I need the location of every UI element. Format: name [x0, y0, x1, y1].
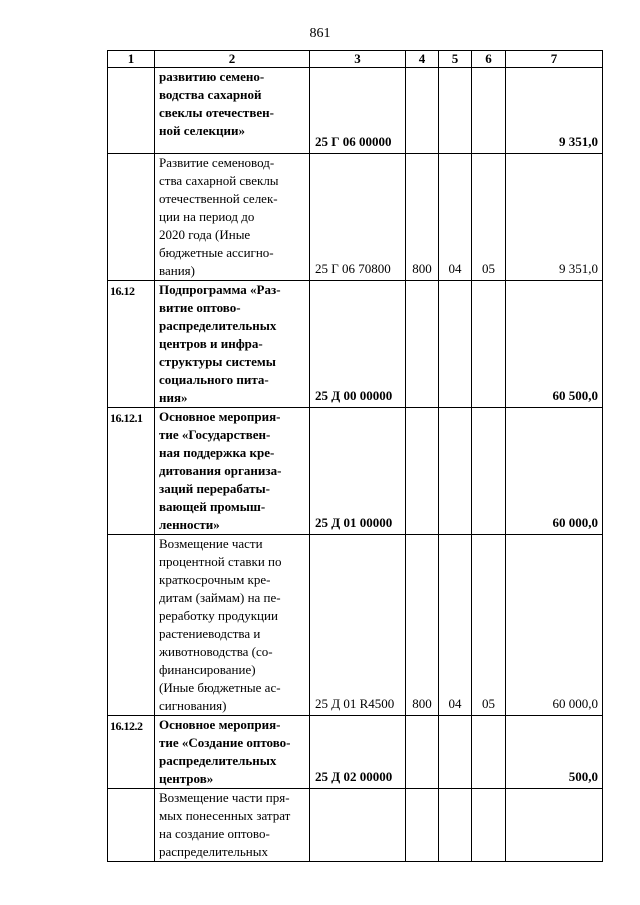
expense-type-code: 800	[406, 154, 439, 281]
description-line: ции на период до	[159, 209, 255, 224]
description-line: Развитие семеновод-	[159, 155, 275, 170]
section-code	[439, 789, 472, 862]
expense-type-code	[406, 408, 439, 535]
description-line: водства сахарной	[159, 87, 262, 102]
subsection-code	[472, 716, 506, 789]
expense-type-code	[406, 281, 439, 408]
description-line: распределительных	[159, 318, 277, 333]
subsection-code	[472, 789, 506, 862]
amount	[506, 789, 603, 862]
amount: 60 000,0	[506, 535, 603, 716]
description-line: распределительных	[159, 753, 277, 768]
row-description	[155, 789, 310, 862]
table-row	[108, 154, 603, 281]
subsection-code	[472, 281, 506, 408]
budget-code: 25 Д 00 00000	[310, 281, 406, 408]
amount: 9 351,0	[506, 68, 603, 154]
description-line: тие «Создание оптово-	[159, 735, 291, 750]
budget-code: 25 Д 01 R4500	[310, 535, 406, 716]
budget-code	[310, 789, 406, 862]
description-line: Возмещение части пря-	[159, 790, 290, 805]
budget-code: 25 Г 06 00000	[310, 68, 406, 154]
amount: 60 500,0	[506, 281, 603, 408]
description-line: сигнования)	[159, 698, 227, 713]
row-number: 16.12	[108, 281, 155, 408]
description-line: мых понесенных затрат	[159, 808, 291, 823]
description-line: Возмещение части	[159, 536, 263, 551]
description-line: 2020 года (Иные	[159, 227, 251, 242]
amount: 9 351,0	[506, 154, 603, 281]
subsection-code: 05	[472, 535, 506, 716]
column-header: 6	[472, 51, 506, 68]
row-number	[108, 68, 155, 154]
expense-type-code	[406, 716, 439, 789]
row-description	[155, 535, 310, 716]
description-line: краткосрочным кре-	[159, 572, 271, 587]
page-number: 861	[309, 26, 331, 41]
description-line: на создание оптово-	[159, 826, 270, 841]
column-header: 5	[439, 51, 472, 68]
table-row	[108, 281, 603, 408]
budget-code: 25 Д 01 00000	[310, 408, 406, 535]
table-row	[108, 789, 603, 862]
description-line: Подпрограмма «Раз-	[159, 282, 281, 297]
section-code: 04	[439, 535, 472, 716]
table-row	[108, 408, 603, 535]
expense-type-code: 800	[406, 535, 439, 716]
row-number: 16.12.2	[108, 716, 155, 789]
description-line: Основное мероприя-	[159, 717, 281, 732]
description-line: вания)	[159, 263, 195, 278]
table-row	[108, 716, 603, 789]
column-header: 7	[506, 51, 603, 68]
description-line: ленности»	[159, 517, 220, 532]
column-header: 1	[108, 51, 155, 68]
section-code	[439, 68, 472, 154]
section-code	[439, 408, 472, 535]
description-line: ная поддержка кре-	[159, 445, 275, 460]
table-row	[108, 68, 603, 154]
description-line: (Иные бюджетные ас-	[159, 680, 281, 695]
row-description	[155, 154, 310, 281]
description-line: структуры системы	[159, 354, 276, 369]
description-line: социального пита-	[159, 372, 269, 387]
description-line: ства сахарной свеклы	[159, 173, 279, 188]
description-line: витие оптово-	[159, 300, 241, 315]
description-line: дитования организа-	[159, 463, 282, 478]
header-row	[108, 51, 603, 68]
budget-code: 25 Г 06 70800	[310, 154, 406, 281]
subsection-code: 05	[472, 154, 506, 281]
section-code	[439, 716, 472, 789]
description-line: центров и инфра-	[159, 336, 263, 351]
row-description	[155, 716, 310, 789]
row-description	[155, 408, 310, 535]
description-line: растениеводства и	[159, 626, 261, 641]
amount: 500,0	[506, 716, 603, 789]
expense-type-code	[406, 789, 439, 862]
description-line: Основное мероприя-	[159, 409, 281, 424]
description-line: свеклы отечествен-	[159, 105, 274, 120]
subsection-code	[472, 408, 506, 535]
description-line: реработку продукции	[159, 608, 278, 623]
description-line: ной селекции»	[159, 123, 245, 138]
row-description	[155, 68, 310, 154]
budget-table	[107, 50, 603, 862]
description-line: отечественной селек-	[159, 191, 278, 206]
column-header: 2	[155, 51, 310, 68]
description-line: бюджетные ассигно-	[159, 245, 274, 260]
description-line: финансирование)	[159, 662, 256, 677]
description-line: распределительных	[159, 844, 268, 859]
column-header: 3	[310, 51, 406, 68]
description-line: заций перерабаты-	[159, 481, 270, 496]
description-line: ния»	[159, 390, 188, 405]
section-code: 04	[439, 154, 472, 281]
description-line: животноводства (со-	[159, 644, 273, 659]
row-number: 16.12.1	[108, 408, 155, 535]
row-description	[155, 281, 310, 408]
expense-type-code	[406, 68, 439, 154]
budget-code: 25 Д 02 00000	[310, 716, 406, 789]
description-line: развитию семено-	[159, 69, 265, 84]
section-code	[439, 281, 472, 408]
subsection-code	[472, 68, 506, 154]
description-line: дитам (займам) на пе-	[159, 590, 281, 605]
row-number	[108, 535, 155, 716]
description-line: процентной ставки по	[159, 554, 282, 569]
description-line: вающей промыш-	[159, 499, 266, 514]
amount: 60 000,0	[506, 408, 603, 535]
column-header: 4	[406, 51, 439, 68]
row-number	[108, 154, 155, 281]
table-row	[108, 535, 603, 716]
description-line: тие «Государствен-	[159, 427, 271, 442]
description-line: центров»	[159, 771, 214, 786]
row-number	[108, 789, 155, 862]
